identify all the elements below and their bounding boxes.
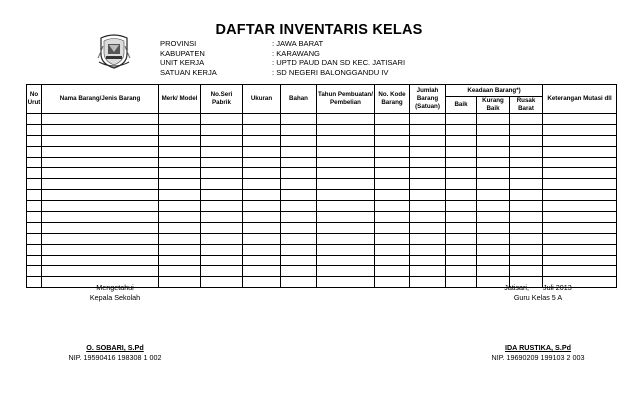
table-cell [410,135,446,146]
table-cell [446,146,477,157]
table-cell [317,266,375,277]
table-cell [317,135,375,146]
table-cell [410,266,446,277]
table-cell [159,124,201,135]
table-cell [201,212,243,223]
table-cell [410,157,446,168]
table-cell [201,277,243,288]
table-cell [375,168,410,179]
table-cell [243,233,281,244]
table-cell [159,255,201,266]
table-cell [375,124,410,135]
table-cell [543,179,617,190]
table-cell [281,114,317,125]
table-cell [410,179,446,190]
table-cell [446,201,477,212]
table-cell [477,114,510,125]
table-cell [510,157,543,168]
table-cell [201,244,243,255]
table-cell [375,179,410,190]
table-cell [243,124,281,135]
table-cell [27,190,42,201]
table-cell [159,157,201,168]
table-cell [477,244,510,255]
table-cell [243,266,281,277]
table-cell [510,201,543,212]
table-cell [477,222,510,233]
table-cell [375,255,410,266]
table-cell [27,233,42,244]
header-no: No Urut [27,85,42,114]
document-meta [160,39,405,77]
table-cell [159,179,201,190]
table-cell [243,168,281,179]
table-row [27,266,617,277]
table-cell [543,212,617,223]
table-cell [510,168,543,179]
table-cell [201,266,243,277]
table-cell [159,135,201,146]
table-row [27,255,617,266]
left-sig-line2: Kepala Sekolah [89,293,141,302]
left-sig-line1: Mengetahui [96,283,134,292]
table-cell [446,222,477,233]
table-row [27,135,617,146]
table-cell [410,255,446,266]
table-row [27,222,617,233]
table-cell [375,222,410,233]
header-jumlah: Jumlah Barang (Satuan) [410,85,446,114]
table-cell [27,135,42,146]
table-cell [375,277,410,288]
table-cell [317,168,375,179]
table-cell [243,277,281,288]
table-cell [410,222,446,233]
table-cell [201,114,243,125]
table-cell [375,114,410,125]
table-cell [446,124,477,135]
table-cell [159,222,201,233]
right-sig-nip: NIP. 19690209 199103 2 003 [491,353,585,362]
table-cell [543,244,617,255]
table-cell [243,201,281,212]
table-cell [243,255,281,266]
meta-row-province: PROVINSI : JAWA BARAT [160,39,324,48]
inventory-table [26,84,617,288]
meta-row-regency: KABUPATEN : KARAWANG [160,48,320,58]
table-cell [446,233,477,244]
table-row [27,124,617,135]
header-rusak: Rusak Barat [510,97,543,114]
table-cell [159,201,201,212]
left-sig-nip: NIP. 19590416 198308 1 002 [68,353,162,362]
table-cell [317,157,375,168]
table-cell [510,266,543,277]
table-cell [317,244,375,255]
table-row [27,212,617,223]
table-cell [410,212,446,223]
table-cell [27,212,42,223]
table-cell [201,157,243,168]
table-cell [42,157,159,168]
table-cell [543,233,617,244]
table-cell [317,255,375,266]
header-ukuran: Ukuran [243,85,281,114]
table-cell [159,266,201,277]
table-cell [42,114,159,125]
table-cell [201,179,243,190]
table-cell [27,266,42,277]
table-cell [446,135,477,146]
table-cell [42,135,159,146]
table-row [27,190,617,201]
table-cell [42,222,159,233]
header-seri: No.Seri Pabrik [201,85,243,114]
table-cell [201,190,243,201]
table-cell [281,157,317,168]
table-cell [159,146,201,157]
table-cell [543,255,617,266]
table-row [27,146,617,157]
table-cell [42,124,159,135]
table-cell [446,114,477,125]
table-cell [317,124,375,135]
table-cell [201,255,243,266]
table-cell [317,146,375,157]
table-cell [317,179,375,190]
table-cell [281,255,317,266]
table-cell [446,168,477,179]
table-cell [201,124,243,135]
header-baik: Baik [446,97,477,114]
table-cell [281,179,317,190]
table-row [27,233,617,244]
table-cell [477,157,510,168]
table-cell [410,201,446,212]
table-cell [375,201,410,212]
header-kurang: Kurang Baik [477,97,510,114]
table-cell [243,212,281,223]
table-cell [510,222,543,233]
table-cell [159,114,201,125]
table-cell [477,124,510,135]
table-cell [42,255,159,266]
table-cell [27,157,42,168]
table-cell [510,179,543,190]
table-cell [42,244,159,255]
table-cell [243,190,281,201]
table-cell [446,212,477,223]
table-row [27,114,617,125]
table-cell [510,135,543,146]
table-row [27,201,617,212]
table-cell [42,212,159,223]
table-cell [477,233,510,244]
table-cell [42,233,159,244]
table-cell [281,244,317,255]
table-cell [201,146,243,157]
table-cell [281,222,317,233]
table-cell [477,179,510,190]
table-cell [243,179,281,190]
header-nama: Nama Barang/Jenis Barang [42,85,159,114]
table-cell [375,157,410,168]
table-cell [201,233,243,244]
table-cell [243,146,281,157]
table-cell [446,179,477,190]
table-cell [543,157,617,168]
table-cell [510,244,543,255]
table-cell [42,190,159,201]
table-row [27,179,617,190]
table-cell [375,266,410,277]
table-cell [446,255,477,266]
header-keterangan: Keterangan Mutasi dll [543,85,617,114]
table-row [27,168,617,179]
table-cell [543,222,617,233]
table-cell [281,190,317,201]
table-cell [27,222,42,233]
table-cell [446,266,477,277]
inventory-table-body [27,114,617,288]
table-cell [543,135,617,146]
table-cell [281,168,317,179]
table-cell [410,114,446,125]
table-cell [410,146,446,157]
table-cell [410,124,446,135]
table-cell [281,277,317,288]
table-cell [510,233,543,244]
table-cell [27,179,42,190]
table-cell [317,233,375,244]
table-cell [281,146,317,157]
table-cell [42,179,159,190]
table-cell [281,233,317,244]
table-cell [375,146,410,157]
table-cell [27,124,42,135]
left-sig-name: O. SOBARI, S.Pd [86,343,144,352]
table-cell [243,114,281,125]
table-cell [317,114,375,125]
table-cell [159,212,201,223]
table-cell [510,255,543,266]
table-cell [201,201,243,212]
table-cell [410,233,446,244]
table-cell [510,190,543,201]
document-title: DAFTAR INVENTARIS KELAS [215,22,423,38]
table-cell [317,212,375,223]
table-cell [446,190,477,201]
table-cell [375,135,410,146]
table-cell [477,168,510,179]
table-cell [410,277,446,288]
regency-emblem-icon [97,32,131,70]
table-cell [543,201,617,212]
table-cell [243,244,281,255]
table-cell [42,266,159,277]
table-cell [510,114,543,125]
table-cell [543,168,617,179]
table-cell [243,157,281,168]
table-cell [201,222,243,233]
table-cell [446,157,477,168]
header-merk: Merk/ Model [159,85,201,114]
table-row [27,244,617,255]
table-cell [243,135,281,146]
table-cell [477,190,510,201]
table-cell [243,222,281,233]
table-cell [477,266,510,277]
right-signature [458,283,618,363]
meta-row-work-unit-set: SATUAN KERJA : SD NEGERI BALONGGANDU IV [160,67,389,77]
table-cell [543,124,617,135]
left-signature [40,283,190,363]
table-cell [201,168,243,179]
table-cell [281,124,317,135]
table-cell [510,124,543,135]
table-cell [375,233,410,244]
header-keadaan: Keadaan Barang*) [446,85,543,97]
table-cell [410,168,446,179]
table-cell [27,146,42,157]
table-cell [477,135,510,146]
header-kode: No. Kode Barang [375,85,410,114]
table-cell [477,212,510,223]
table-cell [375,190,410,201]
table-cell [510,212,543,223]
table-cell [543,114,617,125]
table-cell [159,168,201,179]
table-cell [375,212,410,223]
table-cell [543,266,617,277]
table-cell [281,266,317,277]
table-cell [159,244,201,255]
table-cell [375,244,410,255]
table-cell [27,244,42,255]
table-cell [446,244,477,255]
table-cell [317,222,375,233]
header-tahun: Tahun Pembuatan/ Pembelian [317,85,375,114]
table-cell [477,201,510,212]
table-cell [477,255,510,266]
table-cell [410,244,446,255]
table-cell [477,146,510,157]
table-cell [27,201,42,212]
table-row [27,157,617,168]
table-cell [42,146,159,157]
right-sig-line1: Jatisari, Juli 2013 [504,283,572,292]
table-cell [27,114,42,125]
table-cell [42,168,159,179]
table-cell [159,190,201,201]
table-cell [159,233,201,244]
table-cell [317,190,375,201]
header-bahan: Bahan [281,85,317,114]
table-cell [281,212,317,223]
table-cell [42,201,159,212]
table-cell [201,135,243,146]
table-cell [543,146,617,157]
meta-row-work-unit: UNIT KERJA : UPTD PAUD DAN SD KEC. JATISARI [160,58,406,68]
table-cell [281,135,317,146]
right-sig-line2: Guru Kelas 5 A [513,293,563,302]
table-cell [281,201,317,212]
table-cell [543,190,617,201]
table-cell [510,146,543,157]
table-cell [317,201,375,212]
table-cell [27,255,42,266]
right-sig-name: IDA RUSTIKA, S.Pd [504,343,572,352]
table-cell [317,277,375,288]
table-cell [410,190,446,201]
table-cell [27,168,42,179]
